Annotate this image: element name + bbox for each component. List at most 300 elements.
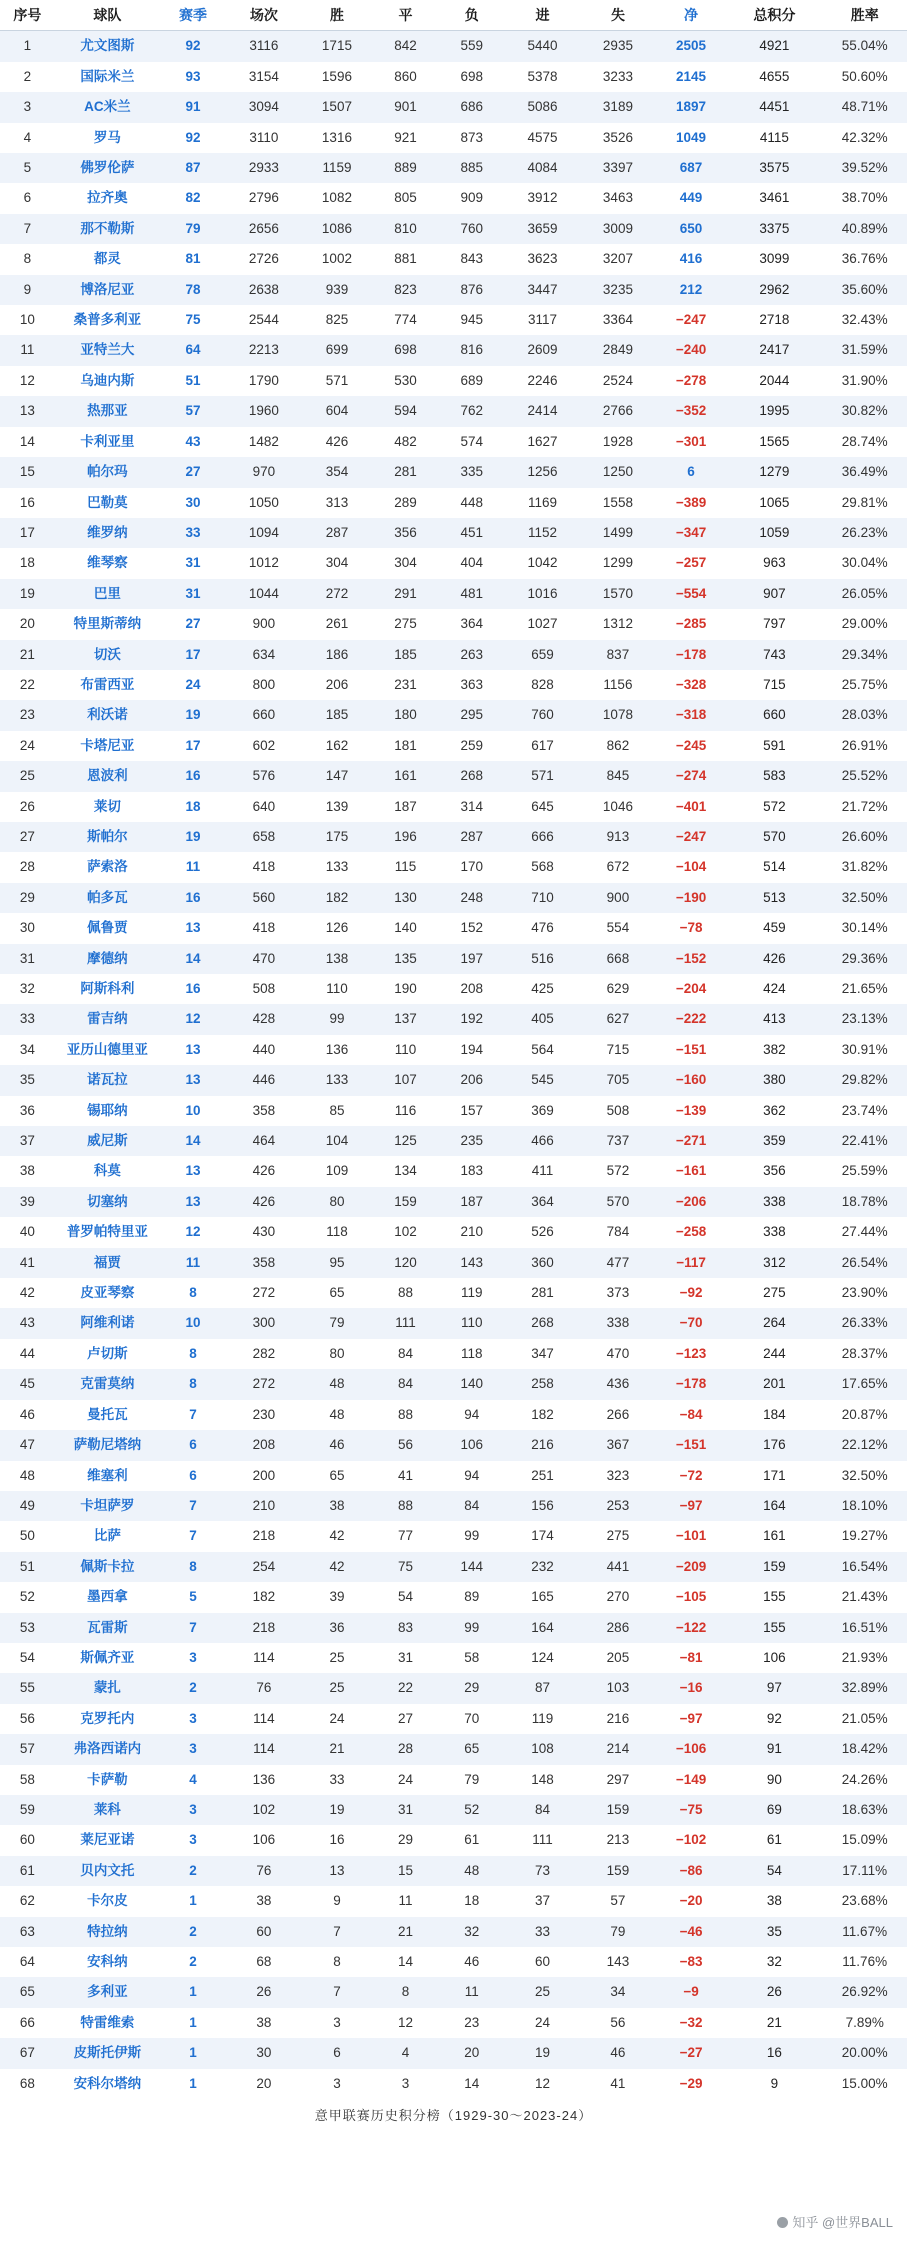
cell-胜: 48 <box>329 1376 345 1392</box>
table-row <box>0 92 907 122</box>
cell-平: 805 <box>394 190 417 206</box>
cell-赛季: 7 <box>189 1406 197 1422</box>
cell-场次: 2933 <box>248 160 279 176</box>
cell-失: 705 <box>606 1072 630 1088</box>
cell-平: 185 <box>394 646 417 662</box>
cell-负: 295 <box>460 707 483 723</box>
cell-场次: 3116 <box>249 38 279 54</box>
cell-胜: 104 <box>325 1133 349 1149</box>
cell-净: −274 <box>675 768 707 784</box>
cell-球队: 特拉纳 <box>87 1923 128 1939</box>
cell-序号: 22 <box>19 676 35 692</box>
cell-总积分: 660 <box>763 707 786 723</box>
cell-序号: 18 <box>19 555 35 571</box>
cell-赛季: 5 <box>189 1589 197 1605</box>
cell-序号: 26 <box>19 798 35 814</box>
cell-球队: 阿斯科利 <box>80 981 135 996</box>
cell-胜: 46 <box>329 1437 345 1453</box>
table-row <box>0 1308 907 1338</box>
cell-场次: 426 <box>252 1193 276 1209</box>
table-caption: 意甲联赛历史积分榜（1929-30～2023-24） <box>314 2108 593 2124</box>
table-row <box>0 1856 907 1886</box>
cell-序号: 57 <box>19 1741 35 1757</box>
cell-赛季: 13 <box>185 1041 201 1057</box>
cell-净: −347 <box>675 524 707 540</box>
cell-失: 1250 <box>602 464 633 480</box>
cell-平: 8 <box>401 1984 410 2000</box>
cell-平: 275 <box>394 616 417 632</box>
cell-赛季: 6 <box>189 1437 197 1453</box>
cell-胜: 287 <box>325 524 349 540</box>
cell-进: 411 <box>531 1163 554 1179</box>
cell-序号: 30 <box>19 920 35 936</box>
cell-负: 18 <box>464 1893 480 1909</box>
cell-胜率: 28.03% <box>841 707 888 723</box>
cell-负: 843 <box>460 251 483 267</box>
cell-序号: 34 <box>19 1041 35 1057</box>
watermark-dot-icon <box>777 2217 788 2228</box>
cell-进: 258 <box>531 1376 554 1392</box>
cell-进: 165 <box>531 1589 554 1605</box>
cell-进: 3659 <box>527 220 558 236</box>
cell-赛季: 1 <box>189 1984 197 2000</box>
cell-净: −278 <box>675 372 707 388</box>
cell-赛季: 3 <box>189 1801 197 1817</box>
cell-胜: 65 <box>329 1285 345 1301</box>
cell-平: 774 <box>394 312 417 328</box>
cell-胜: 42 <box>329 1528 345 1544</box>
cell-总积分: 171 <box>763 1467 786 1483</box>
cell-总积分: 38 <box>766 1893 782 1909</box>
cell-胜率: 32.50% <box>841 889 888 905</box>
cell-球队: 克雷莫纳 <box>80 1376 135 1392</box>
cell-赛季: 16 <box>185 889 201 905</box>
cell-负: 48 <box>464 1862 480 1878</box>
cell-胜率: 15.00% <box>841 2075 888 2091</box>
table-header <box>0 0 907 31</box>
cell-序号: 9 <box>23 281 32 297</box>
cell-进: 84 <box>535 1801 551 1817</box>
cell-负: 259 <box>460 737 483 753</box>
cell-赛季: 2 <box>189 1923 197 1939</box>
cell-净: −247 <box>675 828 707 844</box>
cell-序号: 52 <box>19 1589 35 1605</box>
cell-总积分: 244 <box>763 1345 786 1361</box>
table-row <box>0 1886 907 1916</box>
cell-球队: 特雷维索 <box>80 2014 135 2030</box>
cell-胜: 354 <box>325 464 349 480</box>
table-row <box>0 366 907 396</box>
cell-净: −318 <box>675 707 707 723</box>
cell-序号: 33 <box>19 1011 35 1027</box>
cell-胜率: 29.00% <box>841 616 888 632</box>
cell-负: 79 <box>464 1771 480 1787</box>
cell-进: 12 <box>535 2075 551 2091</box>
cell-总积分: 2044 <box>759 372 790 388</box>
cell-场次: 358 <box>252 1102 276 1118</box>
cell-负: 208 <box>460 981 483 996</box>
cell-平: 530 <box>394 372 417 388</box>
cell-失: 41 <box>610 2075 626 2091</box>
cell-场次: 76 <box>256 1862 272 1878</box>
cell-胜率: 17.11% <box>842 1862 888 1878</box>
cell-进: 87 <box>535 1680 551 1696</box>
cell-进: 33 <box>535 1923 551 1939</box>
cell-胜率: 31.90% <box>841 372 888 388</box>
cell-失: 3397 <box>602 160 633 176</box>
cell-净: −122 <box>675 1619 707 1635</box>
cell-净: −151 <box>675 1041 707 1057</box>
cell-失: 570 <box>606 1193 630 1209</box>
cell-序号: 59 <box>19 1801 35 1817</box>
cell-球队: 贝内文托 <box>80 1862 135 1878</box>
cell-负: 14 <box>464 2075 480 2091</box>
cell-总积分: 3099 <box>759 251 790 267</box>
cell-序号: 35 <box>19 1072 35 1088</box>
cell-进: 148 <box>531 1771 554 1787</box>
cell-胜率: 30.04% <box>841 555 888 571</box>
cell-净: −97 <box>679 1497 703 1513</box>
cell-平: 56 <box>397 1437 413 1453</box>
cell-胜率: 32.50% <box>841 1467 888 1483</box>
cell-总积分: 4655 <box>759 68 790 84</box>
cell-胜率: 26.23% <box>841 524 888 540</box>
table-row <box>0 62 907 92</box>
cell-失: 3526 <box>602 129 633 145</box>
cell-净: −401 <box>675 798 707 814</box>
cell-负: 448 <box>460 494 483 510</box>
cell-总积分: 184 <box>763 1406 786 1422</box>
cell-序号: 53 <box>19 1619 35 1635</box>
cell-平: 190 <box>394 981 417 996</box>
cell-场次: 272 <box>252 1376 276 1392</box>
cell-总积分: 380 <box>763 1072 786 1088</box>
table-row <box>0 2008 907 2038</box>
cell-胜: 313 <box>325 494 349 510</box>
cell-场次: 114 <box>253 1649 275 1665</box>
cell-胜率: 25.75% <box>841 676 888 692</box>
cell-净: −70 <box>679 1315 703 1331</box>
cell-球队: 亚历山德里亚 <box>66 1041 148 1057</box>
cell-负: 206 <box>460 1072 483 1088</box>
cell-赛季: 8 <box>189 1376 197 1392</box>
cell-净: −97 <box>679 1710 703 1726</box>
cell-球队: 佩斯卡拉 <box>80 1558 135 1574</box>
cell-净: −75 <box>679 1801 703 1817</box>
cell-失: 1299 <box>602 555 633 571</box>
cell-负: 187 <box>460 1193 483 1209</box>
cell-场次: 114 <box>253 1741 275 1757</box>
cell-进: 425 <box>531 981 554 996</box>
cell-序号: 60 <box>19 1832 35 1848</box>
cell-平: 24 <box>397 1771 413 1787</box>
cell-进: 164 <box>531 1619 554 1635</box>
cell-失: 367 <box>606 1437 630 1453</box>
cell-胜率: 21.72% <box>841 798 888 814</box>
cell-序号: 4 <box>23 129 32 145</box>
cell-胜: 272 <box>325 585 349 601</box>
cell-胜: 175 <box>325 828 349 844</box>
cell-平: 482 <box>394 433 417 449</box>
cell-负: 119 <box>460 1285 483 1301</box>
cell-赛季: 24 <box>185 676 201 692</box>
cell-场次: 2213 <box>248 342 279 358</box>
column-header-10: 总积分 <box>726 0 822 31</box>
cell-赛季: 8 <box>189 1285 197 1301</box>
cell-平: 291 <box>394 585 417 601</box>
cell-球队: 威尼斯 <box>87 1133 128 1149</box>
cell-胜率: 21.43% <box>841 1589 888 1605</box>
cell-场次: 430 <box>252 1224 276 1240</box>
cell-总积分: 797 <box>763 616 786 632</box>
cell-球队: 亚特兰大 <box>80 342 135 358</box>
table-row <box>0 1613 907 1643</box>
cell-失: 470 <box>606 1345 630 1361</box>
cell-胜: 65 <box>329 1467 345 1483</box>
cell-平: 187 <box>394 798 417 814</box>
cell-平: 115 <box>394 859 417 875</box>
cell-球队: 安科纳 <box>87 1954 128 1969</box>
cell-赛季: 31 <box>185 585 201 601</box>
cell-总积分: 90 <box>766 1771 782 1787</box>
cell-失: 913 <box>606 828 630 844</box>
table-body <box>0 31 907 2099</box>
cell-胜: 1596 <box>321 68 352 84</box>
cell-总积分: 4115 <box>759 129 789 145</box>
header-row <box>0 0 907 31</box>
cell-净: −190 <box>675 889 707 905</box>
cell-失: 338 <box>606 1315 630 1331</box>
table-row <box>0 1430 907 1460</box>
cell-场次: 2726 <box>248 251 279 267</box>
cell-胜率: 24.26% <box>841 1771 888 1787</box>
cell-序号: 54 <box>19 1649 35 1665</box>
table-row <box>0 1461 907 1491</box>
cell-胜: 16 <box>329 1832 345 1848</box>
cell-赛季: 7 <box>189 1619 197 1635</box>
cell-胜率: 32.43% <box>841 312 888 328</box>
cell-平: 31 <box>397 1649 413 1665</box>
cell-失: 2524 <box>602 372 633 388</box>
column-header-4: 胜 <box>302 0 373 31</box>
cell-净: −206 <box>675 1193 707 1209</box>
column-header-9: 净 <box>656 0 727 31</box>
cell-失: 270 <box>606 1589 630 1605</box>
cell-净: −301 <box>675 433 707 449</box>
cell-净: −117 <box>676 1254 706 1270</box>
cell-胜率: 21.05% <box>841 1710 888 1726</box>
cell-场次: 30 <box>256 2045 272 2061</box>
cell-净: −178 <box>675 646 707 662</box>
table-row <box>0 1673 907 1703</box>
cell-场次: 2544 <box>248 312 279 328</box>
cell-总积分: 1059 <box>759 524 790 540</box>
table-row <box>0 761 907 791</box>
cell-胜: 699 <box>325 342 349 358</box>
table-row <box>0 1765 907 1795</box>
cell-球队: 都灵 <box>93 251 121 267</box>
cell-胜率: 26.60% <box>841 828 888 844</box>
cell-赛季: 27 <box>185 464 201 480</box>
cell-净: −222 <box>675 1011 707 1027</box>
cell-进: 3117 <box>528 312 558 328</box>
cell-场次: 1482 <box>248 433 279 449</box>
cell-球队: 墨西拿 <box>87 1589 128 1605</box>
cell-进: 2414 <box>527 403 558 419</box>
cell-胜率: 26.91% <box>841 737 888 753</box>
cell-总积分: 1565 <box>759 433 790 449</box>
cell-失: 266 <box>606 1406 630 1422</box>
cell-净: −20 <box>679 1893 703 1909</box>
cell-胜率: 35.60% <box>841 281 888 297</box>
cell-平: 84 <box>397 1376 413 1392</box>
table-row <box>0 974 907 1004</box>
cell-序号: 24 <box>19 737 35 753</box>
cell-序号: 21 <box>19 646 35 662</box>
cell-场次: 3110 <box>249 129 279 145</box>
cell-进: 1027 <box>527 616 558 632</box>
cell-场次: 3154 <box>248 68 279 84</box>
cell-进: 156 <box>531 1497 554 1513</box>
cell-负: 364 <box>460 616 483 632</box>
cell-胜: 1507 <box>321 99 352 115</box>
cell-总积分: 426 <box>763 950 786 966</box>
cell-进: 5378 <box>527 68 558 84</box>
cell-赛季: 30 <box>185 494 201 510</box>
cell-进: 251 <box>531 1467 554 1483</box>
cell-胜: 19 <box>329 1801 345 1817</box>
cell-赛季: 2 <box>189 1680 197 1696</box>
cell-场次: 106 <box>252 1832 276 1848</box>
cell-平: 110 <box>394 1041 417 1057</box>
cell-场次: 2796 <box>248 190 279 206</box>
cell-负: 99 <box>464 1619 480 1635</box>
cell-总积分: 382 <box>763 1041 786 1057</box>
cell-净: 2505 <box>676 38 707 54</box>
cell-失: 253 <box>606 1497 630 1513</box>
cell-赛季: 4 <box>189 1771 197 1787</box>
cell-负: 686 <box>460 99 483 115</box>
cell-净: −328 <box>675 676 707 692</box>
table-row <box>0 305 907 335</box>
cell-赛季: 2 <box>189 1954 197 1969</box>
cell-胜: 7 <box>333 1923 341 1939</box>
cell-负: 118 <box>460 1345 483 1361</box>
table-row <box>0 852 907 882</box>
cell-负: 157 <box>460 1102 483 1118</box>
cell-平: 84 <box>397 1345 413 1361</box>
cell-场次: 446 <box>252 1072 276 1088</box>
cell-进: 1256 <box>527 464 558 480</box>
cell-序号: 55 <box>19 1680 35 1696</box>
cell-净: −92 <box>679 1285 703 1301</box>
cell-负: 23 <box>464 2014 480 2030</box>
cell-失: 900 <box>606 889 630 905</box>
cell-赛季: 16 <box>185 981 201 996</box>
table-row <box>0 1217 907 1247</box>
cell-胜: 138 <box>325 950 349 966</box>
cell-进: 124 <box>531 1649 554 1665</box>
cell-场次: 660 <box>252 707 276 723</box>
cell-胜率: 18.78% <box>841 1193 888 1209</box>
cell-负: 885 <box>460 160 483 176</box>
cell-胜: 426 <box>325 433 349 449</box>
cell-负: 65 <box>464 1741 480 1757</box>
cell-负: 52 <box>464 1801 480 1817</box>
cell-胜: 95 <box>329 1254 345 1270</box>
table-row <box>0 396 907 426</box>
cell-胜率: 29.82% <box>841 1072 888 1088</box>
cell-平: 698 <box>394 342 417 358</box>
table-row <box>0 488 907 518</box>
table-row <box>0 1248 907 1278</box>
cell-净: −16 <box>679 1680 703 1696</box>
cell-负: 210 <box>460 1224 483 1240</box>
cell-赛季: 1 <box>189 2014 197 2030</box>
cell-负: 404 <box>460 555 483 571</box>
cell-总积分: 513 <box>763 889 786 905</box>
cell-赛季: 79 <box>185 220 201 236</box>
table-row <box>0 244 907 274</box>
cell-净: −352 <box>675 403 707 419</box>
cell-负: 287 <box>460 828 483 844</box>
cell-总积分: 32 <box>766 1954 782 1969</box>
column-header-1: 球队 <box>55 0 160 31</box>
cell-进: 1169 <box>528 494 558 510</box>
cell-净: 1049 <box>676 129 707 145</box>
cell-球队: 多利亚 <box>87 1984 128 2000</box>
cell-进: 369 <box>531 1102 554 1118</box>
cell-球队: 福贾 <box>93 1254 121 1270</box>
cell-净: 416 <box>679 251 703 267</box>
cell-序号: 12 <box>19 372 35 388</box>
table-row <box>0 1491 907 1521</box>
cell-球队: 帕多瓦 <box>87 889 128 905</box>
cell-胜: 80 <box>329 1193 345 1209</box>
cell-进: 25 <box>535 1984 551 2000</box>
cell-场次: 1012 <box>248 555 279 571</box>
cell-总积分: 356 <box>763 1163 786 1179</box>
cell-赛季: 3 <box>189 1832 197 1848</box>
cell-平: 28 <box>397 1741 413 1757</box>
cell-球队: 帕尔玛 <box>87 464 128 480</box>
cell-胜: 85 <box>329 1102 345 1118</box>
cell-场次: 634 <box>252 646 276 662</box>
cell-场次: 470 <box>252 950 276 966</box>
cell-序号: 29 <box>19 889 35 905</box>
cell-赛季: 3 <box>189 1741 197 1757</box>
cell-球队: 国际米兰 <box>80 68 135 84</box>
cell-进: 4575 <box>527 129 558 145</box>
cell-赛季: 3 <box>189 1649 197 1665</box>
cell-序号: 50 <box>19 1528 35 1544</box>
cell-净: −78 <box>679 920 703 936</box>
cell-胜: 79 <box>329 1315 345 1331</box>
cell-胜: 7 <box>333 1984 341 2000</box>
cell-失: 845 <box>606 768 630 784</box>
cell-序号: 28 <box>19 859 35 875</box>
cell-赛季: 13 <box>185 920 201 936</box>
cell-胜率: 25.52% <box>841 768 888 784</box>
cell-平: 842 <box>394 38 417 54</box>
cell-胜: 136 <box>325 1041 349 1057</box>
table-row <box>0 1156 907 1186</box>
cell-失: 3189 <box>602 99 633 115</box>
cell-胜率: 31.82% <box>841 859 888 875</box>
cell-球队: 热那亚 <box>87 403 128 419</box>
cell-净: −209 <box>675 1558 707 1574</box>
cell-序号: 42 <box>19 1285 35 1301</box>
